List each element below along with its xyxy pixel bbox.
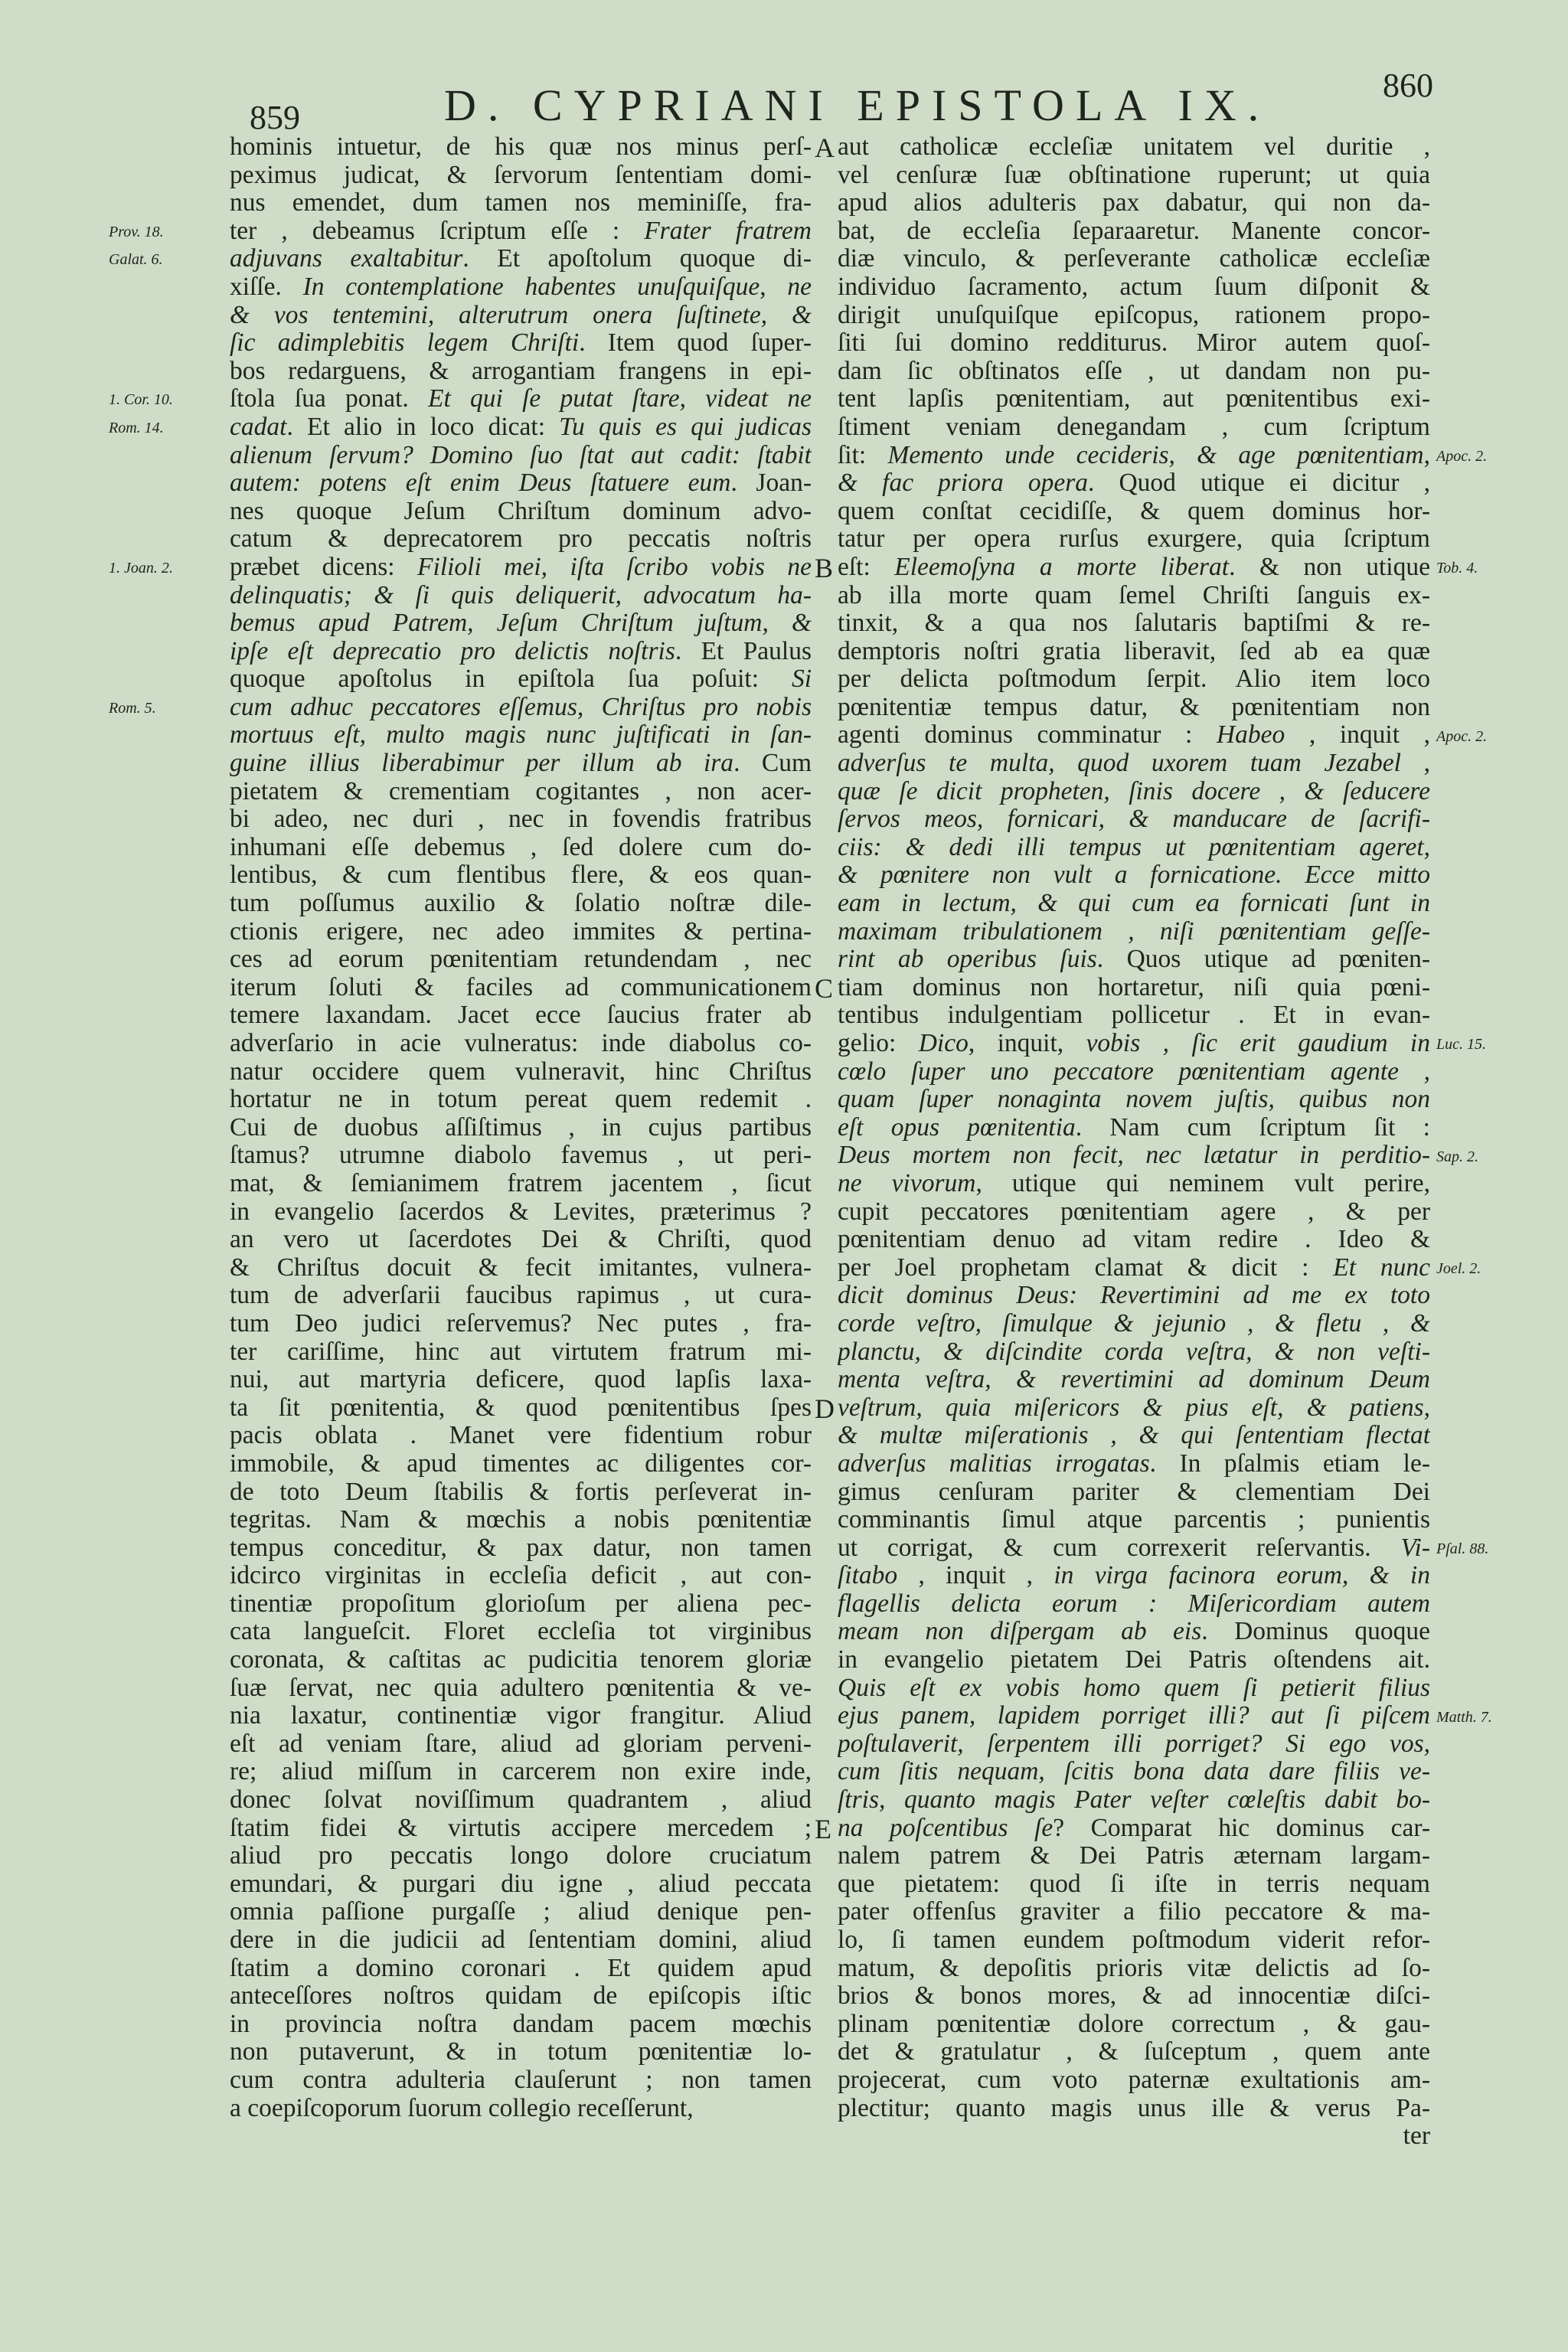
text-line: ſiti ſui domino redditurus. Miror autem quoſ-	[838, 329, 1430, 358]
italic-quote: & vos tentemini, alterutrum onera ſuſtinete, &	[230, 301, 812, 329]
text-run: , utique qui neminem vult perire,	[975, 1169, 1430, 1197]
margin-reference: Joel. 2.	[1436, 1260, 1481, 1277]
margin-reference: Apoc. 2.	[1436, 447, 1488, 465]
italic-quote: ne	[787, 273, 812, 301]
text-line: tegritas. Nam & mœchis a nobis pœnitentiæ	[230, 1506, 812, 1534]
text-line: det & gratulatur , & ſuſceptum , quem ante	[838, 2038, 1430, 2066]
text-line: idcirco virginitas in eccleſia deficit , aut con-	[230, 1562, 812, 1590]
italic-quote: flagellis delicta eorum : Miſericordiam autem	[838, 1589, 1430, 1618]
margin-reference: 1. Joan. 2.	[109, 560, 173, 577]
text-run: ſit:	[838, 441, 888, 469]
page-number-right: 860	[1383, 67, 1433, 104]
text-line: diæ vinculo, & perſeverante catholicæ eccleſiæ	[838, 245, 1430, 273]
text-line: ſtiment veniam denegandam , cum ſcriptum	[838, 413, 1430, 441]
text-run: quoque apoſtolus in epiſtola ſua poſuit:	[230, 665, 792, 694]
text-line: tempus conceditur, & pax datur, non tamen	[230, 1534, 812, 1562]
italic-quote: ſervos meos, fornicari, & manducare de ſacrifi-	[838, 805, 1430, 834]
text-line: Cui de duobus aſſiſtimus , in cujus partibus	[230, 1113, 812, 1142]
text-line	[838, 442, 1430, 470]
text-line	[838, 1086, 1430, 1114]
text-line	[838, 1282, 1430, 1310]
text-line: bat, de eccleſia ſeparaaretur. Manente concor-	[838, 217, 1430, 245]
italic-quote: & multæ miſerationis , & qui ſententiam flectat	[838, 1422, 1430, 1450]
italic-quote: poſtulaverit, ſerpentem illi porriget? Si ego vos,	[838, 1730, 1430, 1758]
page-number-left: 859	[250, 99, 300, 136]
text-line: ab illa morte quam ſemel Chriſti ſanguis ex-	[838, 581, 1430, 609]
margin-reference: Matth. 7.	[1436, 1708, 1492, 1726]
text-line: vel cenſuræ ſuæ obſtinatione ruperunt; ut quia	[838, 161, 1430, 189]
text-line	[838, 778, 1430, 806]
text-line: que pietatem: quod ſi iſte in terris nequam	[838, 1870, 1430, 1898]
text-line	[838, 1562, 1430, 1590]
text-line: emundari, & purgari diu igne , aliud peccata	[230, 1870, 812, 1898]
text-line: anteceſſores noſtros quidam de epiſcopis iſtic	[230, 1982, 812, 2011]
text-line: cata langueſcit. Floret eccleſia tot virginibus	[230, 1618, 812, 1646]
text-line	[838, 554, 1430, 582]
margin-reference: Pſal. 88.	[1436, 1540, 1489, 1557]
text-run: . Cum	[733, 750, 812, 778]
italic-quote: corde veſtro, ſimulque & jejunio , & fletu , &	[838, 1309, 1430, 1338]
text-line: re; aliud miſſum in carcerem non exire inde,	[230, 1758, 812, 1786]
margin-reference: 1. Cor. 10.	[109, 391, 173, 409]
text-line: hortatur ne in totum pereat quem redemit .	[230, 1086, 812, 1114]
text-run: . Et Paulus	[675, 637, 812, 665]
text-line	[230, 750, 812, 778]
text-line	[230, 217, 812, 246]
italic-quote: Tu quis es qui judicas	[559, 413, 812, 441]
italic-quote: In contemplatione habentes unuſquiſque	[302, 273, 760, 301]
text-line	[838, 861, 1430, 890]
text-line: demptoris noſtri gratia liberavit, ſed ab ea quæ	[838, 637, 1430, 665]
italic-quote: & fac priora opera	[838, 469, 1089, 498]
text-line	[838, 1394, 1430, 1423]
text-run: agenti dominus comminatur :	[838, 721, 1217, 750]
text-run: eſt:	[838, 553, 895, 581]
text-line	[230, 273, 812, 302]
text-line	[838, 805, 1430, 834]
text-line: tiam dominus non hortaretur, niſi quia pœni-	[838, 973, 1430, 1001]
text-line	[230, 302, 812, 330]
italic-quote: ſtris, quanto magis Pater veſter cœleſtis dabit bo-	[838, 1786, 1430, 1815]
text-line: lo, ſi tamen eundem poſtmodum viderit refor-	[838, 1926, 1430, 1954]
italic-quote: Quis eſt ex vobis homo quem ſi petierit filius	[838, 1674, 1430, 1702]
text-line: immobile, & apud timentes ac diligentes cor-	[230, 1449, 812, 1478]
text-line	[230, 329, 812, 358]
section-marker: B	[815, 553, 834, 583]
text-line: peximus judicat, & ſervorum ſententiam domi-	[230, 161, 812, 189]
text-line: adverſario in acie vulneratus: inde diabolus co-	[230, 1030, 812, 1057]
text-line	[838, 1254, 1430, 1282]
margin-reference: Galat. 6.	[109, 251, 163, 269]
italic-quote: quæ ſe dicit propheten, ſinis docere , & ſeducere	[838, 777, 1430, 805]
text-line	[230, 665, 812, 694]
text-line	[838, 1142, 1430, 1170]
text-line	[230, 469, 812, 498]
text-line: tinentiæ propoſitum glorioſum per aliena pec-	[230, 1589, 812, 1618]
text-line: quem conſtat cecidiſſe, & quem dominus hor-	[838, 497, 1430, 525]
italic-quote: ipſe eſt deprecatio pro delictis noſtris	[230, 637, 675, 665]
italic-quote: Dico	[918, 1030, 969, 1057]
text-line: hominis intuetur, de his quæ nos minus perſ-	[230, 133, 812, 161]
text-line: ctionis erigere, nec adeo immites & pertina-	[230, 917, 812, 946]
italic-quote: eſt opus pœnitentia	[838, 1113, 1076, 1142]
text-run: ut corrigat, & cum correxerit reſervantis.	[838, 1534, 1401, 1562]
text-line	[838, 1702, 1430, 1730]
text-line	[838, 1310, 1430, 1338]
text-line	[838, 1422, 1430, 1450]
text-line: tinxit, & a qua nos ſalutaris baptiſmi & re-	[838, 609, 1430, 638]
italic-quote: Frater fratrem	[644, 217, 812, 245]
text-line: plectitur; quanto magis unus ille & verus Pa-	[838, 2094, 1430, 2122]
text-line: iterum ſoluti & faciles ad communicationem	[230, 973, 812, 1001]
text-run: ,	[760, 273, 788, 301]
italic-quote: mortuus eſt, multo magis nunc juſtificati in ſan-	[230, 721, 812, 750]
italic-quote: veſtrum, quia miſericors & pius eſt, & patiens,	[838, 1393, 1430, 1422]
text-line	[838, 1170, 1430, 1198]
text-line	[230, 442, 812, 470]
text-line: eſt ad veniam ſtare, aliud ad gloriam perveni-	[230, 1730, 812, 1758]
text-run: ſtola ſua ponat.	[230, 385, 429, 413]
text-line: in evangelio ſacerdos & Levites, præterimus ?	[230, 1197, 812, 1226]
italic-quote: Eleemoſyna a morte liberat	[894, 553, 1230, 581]
text-line: bos redarguens, & arrogantiam frangens in epi-	[230, 357, 812, 385]
italic-quote: adverſus te multa, quod uxorem tuam Jezabel	[838, 750, 1401, 778]
text-line	[230, 638, 812, 666]
text-line: ſtatim a domino coronari . Et quidem apud	[230, 1954, 812, 1982]
text-line: cum contra adulteria clauſerunt ; non tamen	[230, 2066, 812, 2094]
section-marker: C	[815, 973, 834, 1004]
text-line	[838, 1338, 1430, 1367]
text-line: cupit peccatores pœnitentiam agere , & per	[838, 1197, 1430, 1226]
text-line: an vero ut ſacerdotes Dei & Chriſti, quod	[230, 1226, 812, 1254]
italic-quote: cum adhuc peccatores eſſemus, Chriſtus pro nobis	[230, 693, 812, 721]
text-line: tum poſſumus auxilio & ſolatio noſtræ dile-	[230, 890, 812, 918]
italic-quote: cœlo ſuper uno peccatore pœnitentiam agente ,	[838, 1057, 1430, 1086]
text-line	[230, 609, 812, 638]
italic-quote: autem: potens eſt enim Deus ſtatuere eum	[230, 469, 731, 498]
text-line: projecerat, cum voto paternæ exultationis am-	[838, 2066, 1430, 2094]
text-line	[838, 834, 1430, 862]
italic-quote: & pœnitere non vult a fornicatione. Ecce mitto	[838, 861, 1430, 890]
text-line: brios & bonos mores, & ad innocentiæ diſci-	[838, 1982, 1430, 2011]
text-line	[838, 1730, 1430, 1759]
text-line: comminantis ſimul atque parcentis ; punientis	[838, 1506, 1430, 1534]
italic-quote: ſic adimplebitis legem Chriſti	[230, 329, 580, 358]
italic-quote: ejus panem, lapidem porriget illi? aut ſi piſcem	[838, 1702, 1430, 1730]
text-run: per Joel prophetam clamat & dicit :	[838, 1253, 1334, 1282]
text-line: pacis oblata . Manet vere fidentium robur	[230, 1422, 812, 1450]
italic-quote: Et qui ſe putat ſtare, videat ne	[428, 385, 812, 413]
italic-quote: alienum ſervum? Domino ſuo ſtat aut cadit: ſtabit	[230, 441, 812, 469]
text-run: . Item quod ſuper-	[579, 329, 812, 358]
text-line	[230, 245, 812, 273]
italic-quote: meam non diſpergam ab eis	[838, 1618, 1202, 1646]
text-run: , inquit,	[968, 1030, 1086, 1057]
text-line	[838, 1815, 1430, 1843]
italic-quote: Filioli mei, iſta ſcribo vobis ne	[417, 553, 812, 581]
italic-quote: Memento unde cecideris, & age pœnitentiam	[887, 441, 1424, 469]
text-line: dirigit unuſquiſque epiſcopus, rationem propo-	[838, 301, 1430, 329]
running-title: D. CYPRIANI EPISTOLA IX.	[444, 80, 1271, 130]
text-line	[838, 1618, 1430, 1646]
text-line: per delicta poſtmodum ſerpit. Alio item loco	[838, 665, 1430, 694]
text-line: coronata, & caſtitas ac pudicitia tenorem gloriæ	[230, 1646, 812, 1674]
margin-reference: Sap. 2.	[1436, 1148, 1478, 1165]
margin-reference: Tob. 4.	[1436, 560, 1478, 577]
text-line: nes quoque Jeſum Chriſtum dominum advo-	[230, 497, 812, 525]
left-text-column	[230, 133, 812, 2122]
text-line: nui, aut martyria deficere, quod lapſis laxa-	[230, 1366, 812, 1394]
italic-quote: Deus mortem non fecit, nec lætatur in perditio-	[838, 1142, 1430, 1170]
italic-quote: ciis: & dedi illi tempus ut pœnitentiam ageret,	[838, 833, 1430, 861]
text-run: . Et alio in loco dicat:	[286, 413, 560, 441]
text-run: , inquit ,	[897, 1562, 1054, 1590]
text-line: aut catholicæ eccleſiæ unitatem vel duritie ,	[838, 133, 1430, 161]
text-line	[230, 385, 812, 413]
text-line: donec ſolvat noviſſimum quadrantem , aliud	[230, 1786, 812, 1815]
italic-quote: vobis , ſic erit gaudium in	[1086, 1030, 1430, 1057]
text-line: in provincia noſtra dandam pacem mœchis	[230, 2010, 812, 2038]
italic-quote: cadat	[230, 413, 287, 441]
text-line	[838, 1030, 1430, 1058]
text-line: inhumani eſſe debemus , ſed dolere cum do-	[230, 833, 812, 861]
text-line: nia laxatur, continentiæ vigor frangitur. Aliud	[230, 1702, 812, 1730]
section-marker: A	[815, 132, 835, 163]
text-line: bi adeo, nec duri , nec in fovendis fratribus	[230, 805, 812, 834]
italic-quote: Vi-	[1400, 1534, 1430, 1562]
text-line: plinam pœnitentiæ dolore correctum , & gau-	[838, 2010, 1430, 2038]
margin-reference: Prov. 18.	[109, 223, 164, 240]
text-line	[230, 413, 812, 442]
text-line	[838, 1758, 1430, 1786]
text-line: pietatem & crementiam cogitantes , non acer-	[230, 777, 812, 805]
italic-quote: Et nunc	[1333, 1253, 1430, 1282]
italic-quote: eam in lectum, & qui cum ea fornicati ſunt in	[838, 890, 1430, 918]
text-run: ? Comparat hic dominus car-	[1053, 1814, 1430, 1842]
text-line: & Chriſtus docuit & fecit imitantes, vulnera-	[230, 1253, 812, 1282]
text-run: . Nam cum ſcriptum ſit :	[1075, 1113, 1430, 1142]
section-marker: D	[815, 1393, 835, 1424]
text-line	[230, 694, 812, 722]
text-run: . Quod utique ei dicitur ,	[1088, 469, 1430, 498]
italic-quote: rint ab operibus ſuis	[838, 946, 1097, 974]
text-run: xiſſe.	[230, 273, 303, 301]
text-line: nalem patrem & Dei Patris æternam largam-	[838, 1842, 1430, 1870]
italic-quote: Habeo	[1216, 721, 1285, 750]
italic-quote: ſitabo	[838, 1562, 898, 1590]
text-run: . Et apoſtolum quoque di-	[462, 245, 812, 273]
text-line: pœnitentiam denuo ad vitam redire . Ideo &	[838, 1226, 1430, 1254]
text-run: . Quos utique ad pœniten-	[1096, 946, 1430, 974]
text-run: . In pſalmis etiam le-	[1149, 1449, 1430, 1478]
text-line: ſtatim fidei & virtutis accipere mercedem ;	[230, 1814, 812, 1842]
text-line	[838, 1590, 1430, 1619]
italic-quote: quam ſuper nonaginta novem juſtis, quibus non	[838, 1086, 1430, 1114]
text-line: dere in die judicii ad ſententiam domini, aliud	[230, 1926, 812, 1954]
text-line: de toto Deum ſtabilis & fortis perſeverat in-	[230, 1478, 812, 1506]
italic-quote: dicit dominus Deus: Revertimini ad me ex toto	[838, 1282, 1430, 1310]
text-line	[838, 721, 1430, 750]
text-line: ces ad eorum pœnitentiam retundendam , nec	[230, 946, 812, 974]
text-line: individuo ſacramento, actum ſuum diſponit &	[838, 273, 1430, 301]
text-line	[838, 1058, 1430, 1086]
text-line: a coepiſcoporum ſuorum collegio receſſerunt,	[230, 2094, 694, 2122]
text-line	[230, 554, 812, 582]
text-line	[838, 1674, 1430, 1703]
text-line	[838, 1534, 1430, 1563]
text-line	[838, 1786, 1430, 1815]
text-line	[838, 946, 1430, 974]
text-line: in evangelio pietatem Dei Patris oſtendens ait.	[838, 1646, 1430, 1674]
text-line	[230, 721, 812, 750]
text-line: pœnitentiæ tempus datur, & pœnitentiam non	[838, 693, 1430, 721]
text-line: ſtamus? utrumne diabolo favemus , ut peri-	[230, 1142, 812, 1170]
text-line: tentibus indulgentiam pollicetur . Et in evan-	[838, 1001, 1430, 1030]
text-line	[838, 890, 1430, 918]
text-run: . Joan-	[730, 469, 812, 498]
text-line: ſuæ ſervat, nec quia adultero pœnitentia & ve-	[230, 1674, 812, 1702]
italic-quote: Si	[791, 665, 812, 694]
text-line: lentibus, & cum flentibus flere, & eos quan-	[230, 861, 812, 890]
italic-quote: cum ſitis nequam, ſcitis bona data dare filiis ve-	[838, 1758, 1430, 1786]
text-run: ,	[1400, 750, 1430, 778]
italic-quote: na poſcentibus ſe	[838, 1814, 1054, 1842]
italic-quote: adverſus malitias irrogatas	[838, 1449, 1150, 1478]
text-run: præbet dicens:	[230, 553, 418, 581]
text-run: . & non utique	[1229, 553, 1430, 581]
text-line	[838, 469, 1430, 498]
italic-quote: maximam tribulationem , niſi pœnitentiam geſſe-	[838, 917, 1430, 946]
section-marker: E	[815, 1814, 831, 1844]
text-line: ter cariſſime, hinc aut virtutem fratrum mi-	[230, 1338, 812, 1366]
italic-quote: bemus apud Patrem, Jeſum Chriſtum juſtum, &	[230, 609, 812, 638]
text-line: tum de adverſarii faucibus rapimus , ut cura-	[230, 1282, 812, 1310]
italic-quote: guine illius liberabimur per illum ab ira	[230, 750, 734, 778]
text-line: non putaverunt, & in totum pœnitentiæ lo-	[230, 2038, 812, 2066]
text-line: ta ſit pœnitentia, & quod pœnitentibus ſpes	[230, 1393, 812, 1422]
text-line: dam ſic obſtinatos eſſe , ut dandam non pu-	[838, 357, 1430, 385]
italic-quote: menta veſtra, & revertimini ad dominum Deum	[838, 1366, 1430, 1394]
text-line	[838, 918, 1430, 946]
text-line: pater offenſus graviter a filio peccatore & ma-	[838, 1898, 1430, 1926]
text-line: temere laxandam. Jacet ecce ſaucius frater ab	[230, 1001, 812, 1030]
text-run: gelio:	[838, 1030, 919, 1057]
text-line: tatur per opera rurſus exurgere, quia ſcriptum	[838, 525, 1430, 554]
text-line	[838, 1450, 1430, 1478]
text-run: , inquit ,	[1285, 721, 1430, 750]
margin-reference: Luc. 15.	[1436, 1036, 1486, 1054]
text-line: mat, & ſemianimem fratrem jacentem , ſicut	[230, 1169, 812, 1197]
text-run: ,	[1423, 441, 1430, 469]
right-text-column	[838, 133, 1430, 2151]
text-line: ter	[1403, 2122, 1430, 2151]
text-line: tent lapſis pœnitentiam, aut pœnitentibus exi-	[838, 385, 1430, 413]
text-line: catum & deprecatorem pro peccatis noſtris	[230, 525, 812, 554]
text-line: tum Deo judici reſervemus? Nec putes , fra-	[230, 1309, 812, 1338]
text-line: aliud pro peccatis longo dolore cruciatum	[230, 1842, 812, 1870]
text-line: omnia paſſione purgaſſe ; aliud denique pen-	[230, 1898, 812, 1926]
text-line: gimus cenſuram pariter & clementiam Dei	[838, 1478, 1430, 1506]
text-line: apud alios adulteris pax dabatur, qui non da-	[838, 189, 1430, 217]
text-line: natur occidere quem vulneravit, hinc Chriſtus	[230, 1057, 812, 1086]
text-run: . Dominus quoque	[1201, 1618, 1430, 1646]
text-line	[838, 1114, 1430, 1142]
text-line	[838, 750, 1430, 778]
italic-quote: ne vivorum	[838, 1169, 976, 1197]
margin-reference: Rom. 14.	[109, 420, 164, 436]
italic-quote: adjuvans exaltabitur	[230, 245, 463, 273]
text-line	[230, 582, 812, 610]
italic-quote: delinquatis; & ſi quis deliquerit, advocatum ha-	[230, 581, 812, 609]
text-line: matum, & depoſitis prioris vitæ delictis ad ſo-	[838, 1954, 1430, 1982]
italic-quote: planctu, & diſcindite corda veſtra, & non veſti-	[838, 1338, 1430, 1366]
text-line: nus emendet, dum tamen nos meminiſſe, fra-	[230, 189, 812, 217]
italic-quote: in virga facinora eorum, & in	[1054, 1562, 1430, 1590]
text-line	[838, 1366, 1430, 1394]
margin-reference: Rom. 5.	[109, 700, 156, 717]
margin-reference: Apoc. 2.	[1436, 727, 1488, 745]
text-run: ter , debeamus ſcriptum eſſe :	[230, 217, 645, 245]
